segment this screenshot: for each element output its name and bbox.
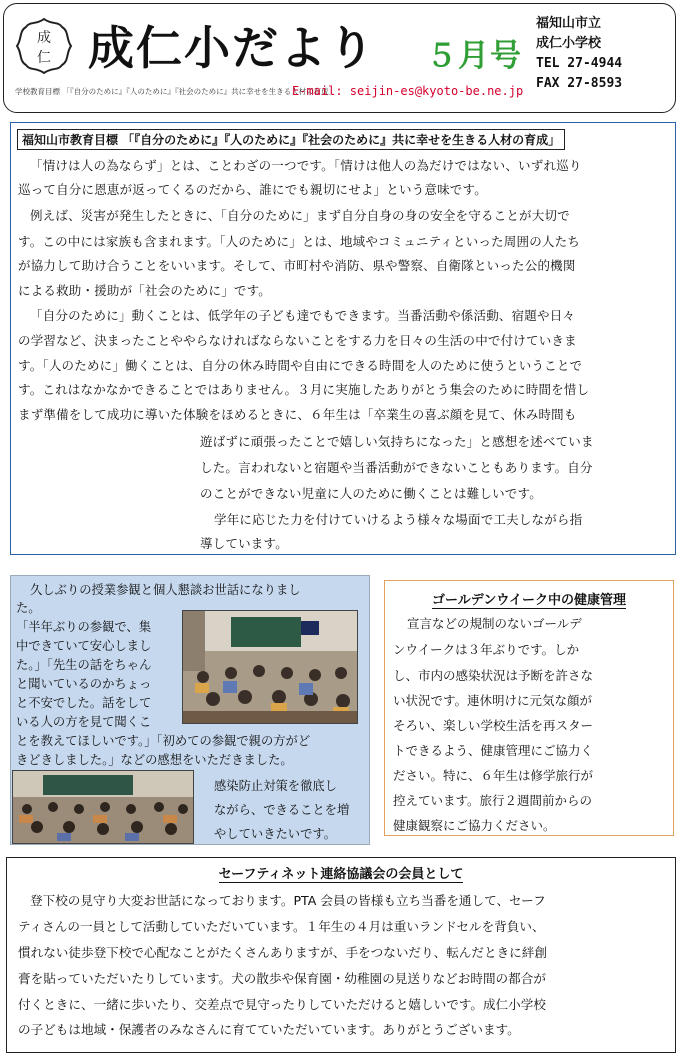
safety-line: 膏を貼っていただいたりしています。犬の散歩や保育園・幼稚園の見送りなどお時間の都合が (18, 971, 546, 986)
gw-line: 控えています。旅行２週間前からの (393, 793, 593, 808)
main-line: す。この中には家族も含まれます。「人のために」とは、地域やコミュニティといった周囲の人たち (18, 234, 581, 249)
newsletter-title: 成仁小だより (88, 21, 376, 75)
safety-line: 付くときに、一緒に歩いたり、交差点で見守ったりしていただけると嬉しいです。成仁小学校 (18, 997, 546, 1012)
visit-line: いる人の方を見て聞くこ (16, 715, 152, 729)
gw-article-title: ゴールデンウイーク中の健康管理 (431, 593, 627, 608)
visit-line: と不安でした。話をして (16, 696, 152, 710)
school-city: 福知山市立 (536, 16, 602, 31)
main-line: 学年に応じた力を付けていけるよう様々な場面で工夫しながら指 (214, 512, 583, 527)
classroom-photo-2 (12, 770, 194, 844)
school-motto: 学校教育目標 「『自分のために』『人のために』『社会のために』共に幸せを生きる人材の育成」 (15, 87, 337, 96)
main-line: 「自分のために」動くことは、低学年の子ども達でもできます。当番活動や係活動、宿題や日々 (30, 308, 576, 323)
main-line: す。これはなかなかできることではありません。３月に実施したありがとう集会のために時間を惜し (18, 382, 590, 397)
school-info (536, 14, 622, 94)
gw-line: そろい、楽しい学校生活を再スター (393, 718, 594, 733)
visit-line: きどきしました。」などの感想をいただきました。 (16, 753, 293, 767)
main-line: 巡って自分に恩恵が返ってくるのだから、誰にでも親切にせよ」という意味です。 (18, 182, 487, 197)
issue-number: ５月号 (426, 38, 522, 74)
visit-line: 感染防止対策を徹底し (214, 779, 337, 793)
gw-line: 健康観察にご協力ください。 (393, 818, 556, 833)
visit-line: た。 (16, 601, 41, 615)
school-name: 成仁小学校 (536, 36, 602, 51)
school-tel: TEL 27-4944 (536, 56, 623, 71)
main-line: す。「人のために」働くことは、自分の休み時間や自由にできる時間を人のために使うということで (18, 358, 583, 373)
main-article-heading: 福知山市教育目標 「『自分のために』『人のために』『社会のために』共に幸せを生きる人材の育成」 (17, 129, 565, 150)
main-line: が協力して助け合うことをいいます。そして、市町村や消防、県や警察、自衛隊といった公的機関 (18, 258, 576, 273)
gw-line: し、市内の感染状況は予断を許さな (393, 668, 594, 683)
gw-line: ンウイークは３年ぶりです。しか (393, 642, 580, 657)
seal-char-bottom: 仁 (37, 50, 51, 66)
gw-line: ださい。特に、６年生は修学旅行が (393, 768, 594, 783)
main-line: まず準備をして成功に導いた体験をほめるときに、６年生は「卒業生の喜ぶ顔を見て、休み時間も (18, 407, 577, 422)
visit-line: ながら、できることを増 (214, 803, 350, 817)
school-fax: FAX 27-8593 (536, 76, 623, 91)
safety-line: ティさんの一員として活動していただいています。１年生の４月は重いランドセルを背負い、 (18, 919, 545, 934)
main-line: のことができない児童に人のために働くことは難しいです。 (200, 486, 542, 501)
visit-line: た。」「先生の話をちゃん (16, 658, 152, 672)
safety-line: 登下校の見守り大変お世話になっております。PTA 会員の皆様も立ち当番を通して、セーフ (30, 893, 546, 908)
main-line: による救助・援助が「社会のために」です。 (18, 283, 272, 298)
gw-line: 宣言などの規制のないゴールデ (407, 616, 582, 631)
safety-line: の子どもは地域・保護者のみなさんに育てていただいています。ありがとうございます。 (18, 1022, 520, 1037)
gw-line: トできるよう、健康管理にご協力く (393, 743, 594, 758)
visit-line: とを教えてほしいです。」「初めての参観で親の方がど (16, 734, 311, 748)
safety-article-title: セーフティネット連絡協議会の会員として (218, 867, 464, 882)
visit-line: 中できていて安心しまし (16, 639, 152, 653)
main-line: 例えば、災害が発生したときに、「自分のために」まず自分自身の身の安全を守ることが大切で (30, 208, 570, 223)
main-line: した。言われないと宿題や当番活動ができないこともあります。自分 (200, 460, 593, 475)
main-line: の学習など、決まったことややらなければならないことをする力を日々の生活の中で付けていきま (18, 333, 577, 348)
main-line: 導しています。 (200, 536, 288, 551)
main-line: 遊ばずに頑張ったことで嬉しい気持ちになった」と感想を述べていま (200, 434, 594, 449)
safety-line: 慣れない徒歩登下校で心配なことがたくさんありますが、手をつないだり、転んだときに絆創 (18, 945, 547, 960)
visit-line: と聞いているのかちょっ (16, 677, 152, 691)
school-email: E-mail: seijin-es@kyoto-be.ne.jp (292, 84, 524, 98)
visit-line: やしていきたいです。 (214, 827, 336, 841)
visit-line: 久しぶりの授業参観と個人懇談お世話になりまし (30, 583, 301, 597)
gw-line: い状況です。連休明けに元気な顔が (393, 693, 593, 708)
visit-line: 「半年ぶりの参観で、集 (16, 620, 152, 634)
school-seal (14, 16, 74, 76)
main-line: 「情けは人の為ならず」とは、ことわざの一つです。「情けは他人の為だけではない、いずれ巡り (30, 158, 582, 173)
seal-char-top: 成 (37, 30, 51, 46)
classroom-photo-1 (182, 610, 358, 724)
